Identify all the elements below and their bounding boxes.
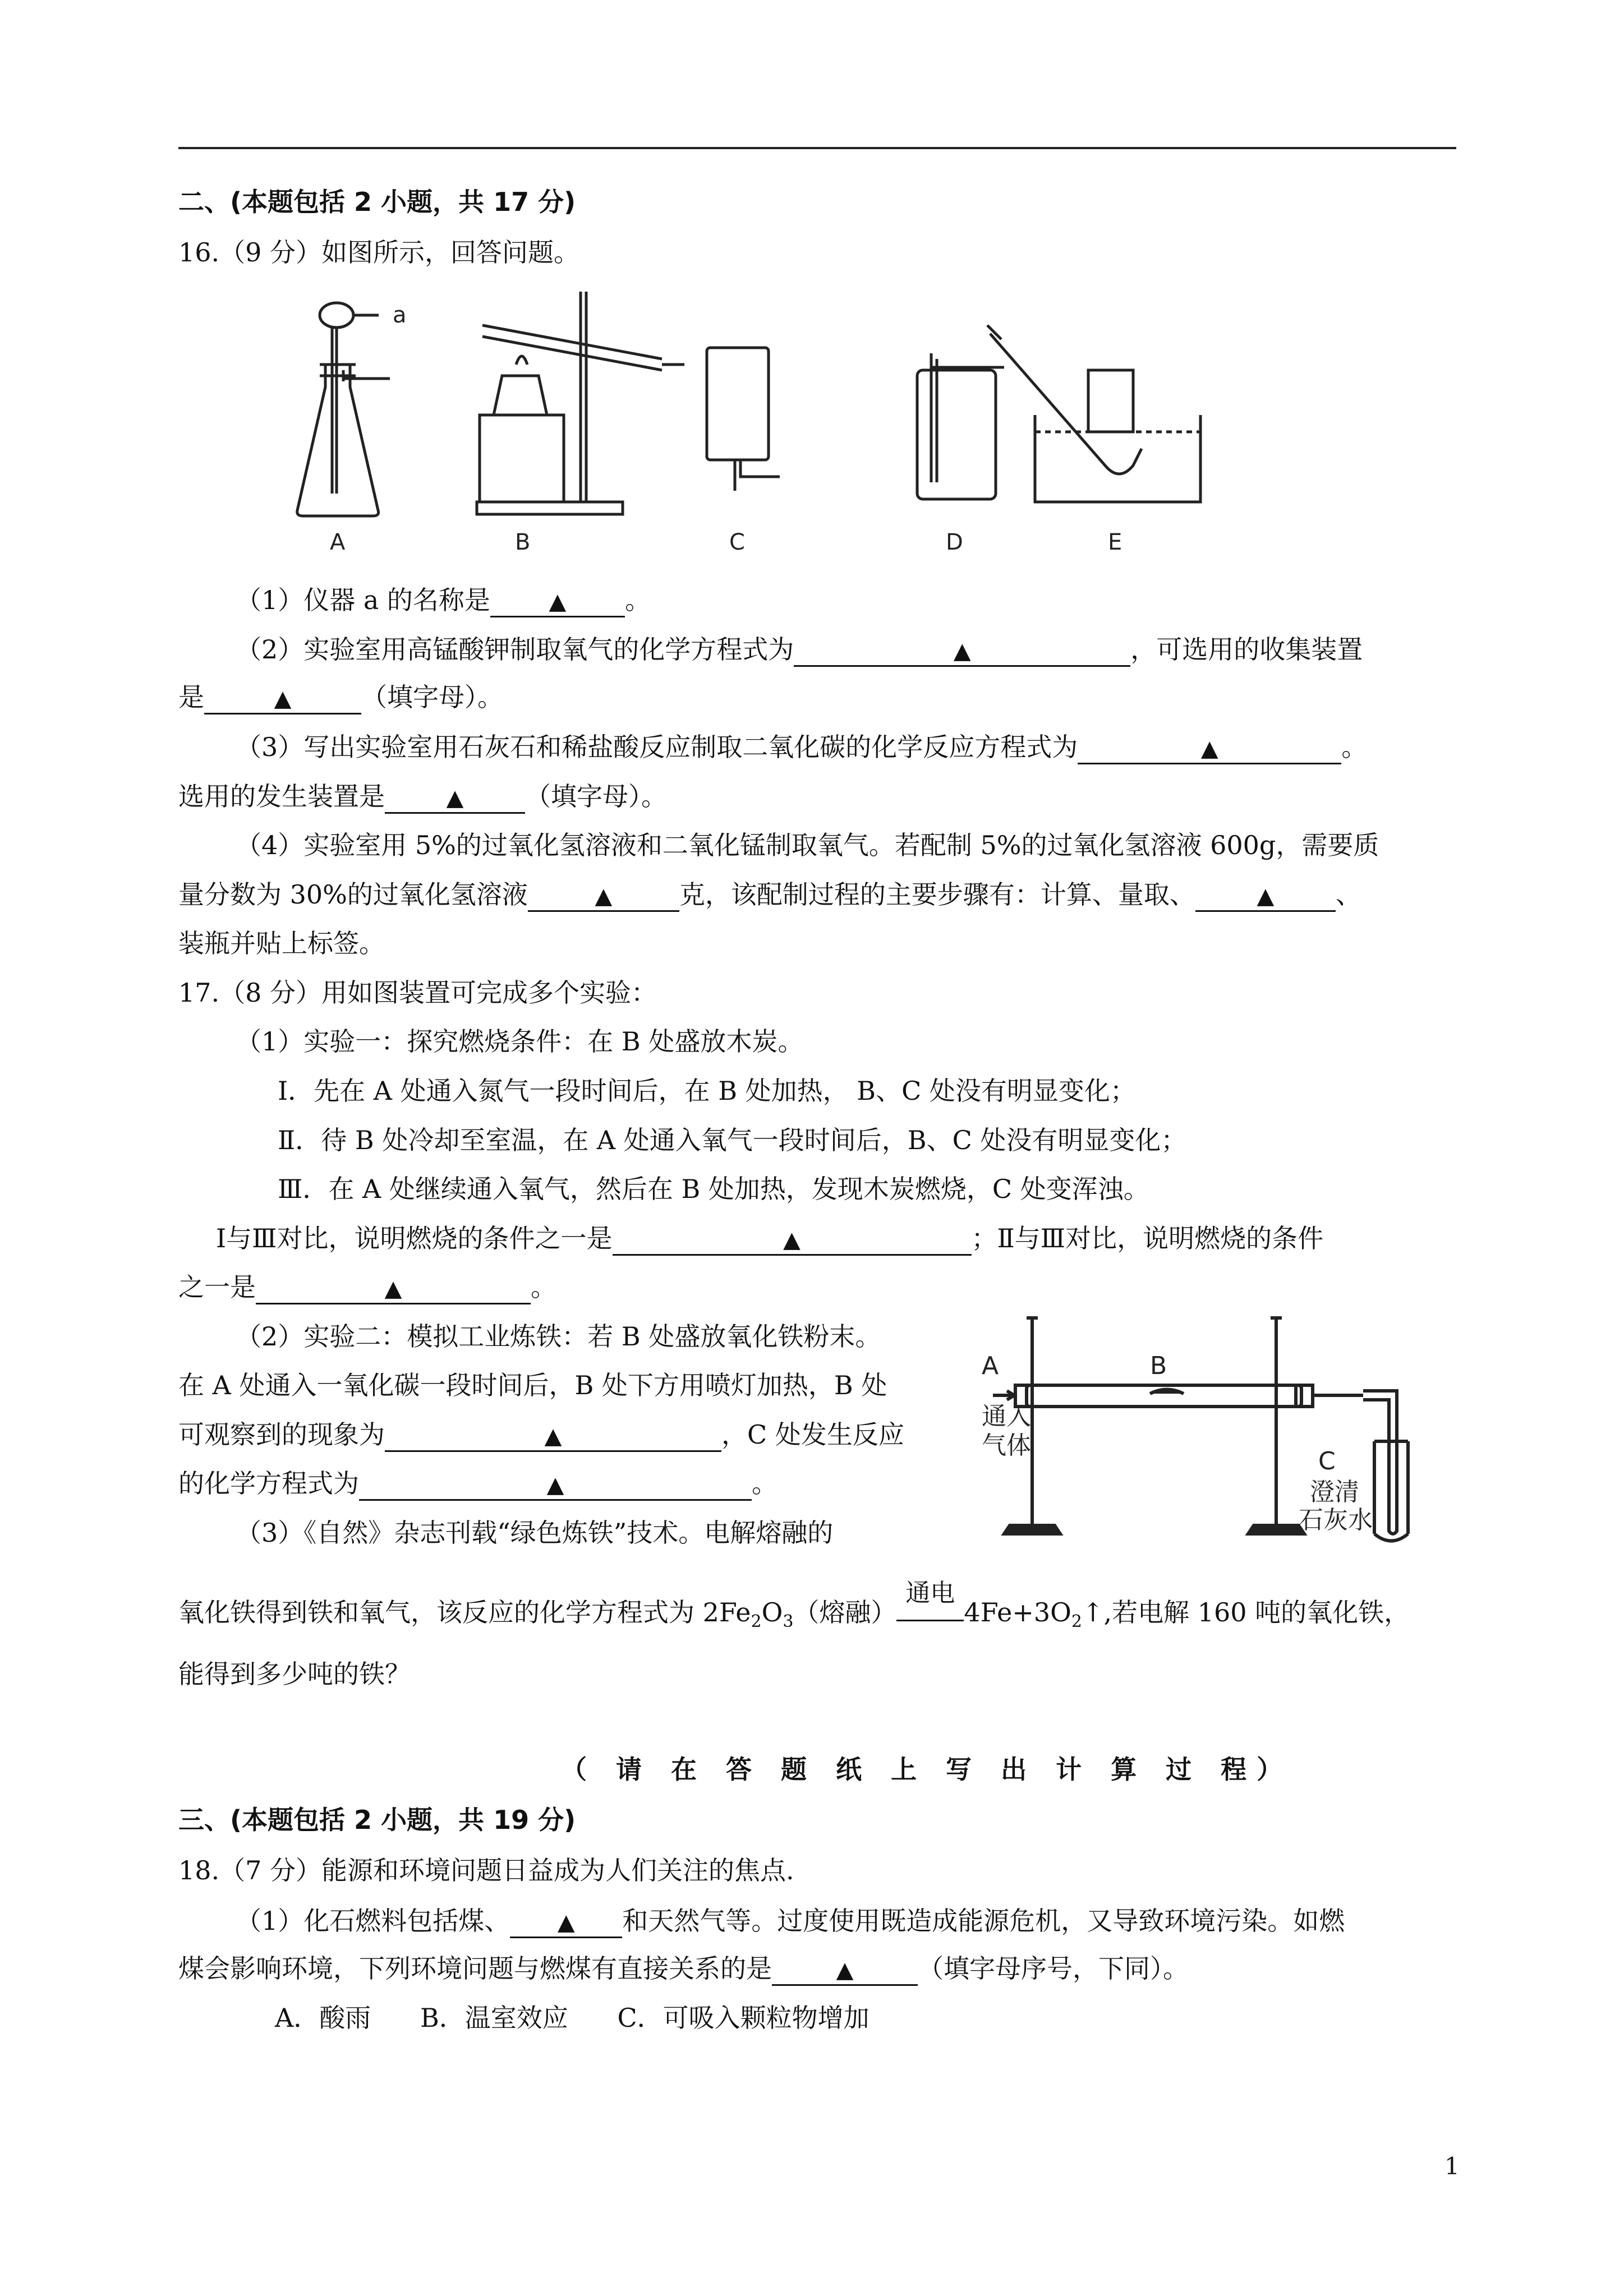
calculation-note: （ 请 在 答 题 纸 上 写 出 计 算 过 程） <box>561 1754 1293 1785</box>
q16-part3: （3）写出实验室用石灰石和稀盐酸反应制取二氧化碳的化学反应方程式为 ▲ 。 <box>236 730 1367 764</box>
q17-step3: Ⅲ．在 A 处继续通入氧气，然后在 B 处加热，发现木炭燃烧，C 处变浑浊。 <box>278 1174 1149 1204</box>
reaction-condition: 通电 <box>896 1596 964 1629</box>
q18-options: A．酸雨 B．温室效应 C．可吸入颗粒物增加 <box>275 2003 869 2033</box>
section-heading: 三、(本题包括 2 小题，共 19 分) <box>178 1805 576 1835</box>
q16-part2: （2）实验室用高锰酸钾制取氧气的化学方程式为 ▲ ，可选用的收集装置 <box>236 633 1363 666</box>
q18-part1-cont: 煤会影响环境，下列环境问题与燃煤有直接关系的是 ▲ （填字母序号，下同）。 <box>178 1952 1189 1985</box>
q17-comparison: Ⅰ与Ⅲ对比，说明燃烧的条件之一是 ▲ ；Ⅱ与Ⅲ对比，说明燃烧的条件 <box>216 1221 1323 1255</box>
label-limewater-1: 澄清 <box>1310 1478 1359 1506</box>
section-heading: 二、(本题包括 2 小题，共 17 分) <box>178 187 576 217</box>
question-stem: 18.（7 分）能源和环境问题日益成为人们关注的焦点. <box>178 1855 794 1885</box>
q17-experiment2-line4: 的化学方程式为 ▲ 。 <box>178 1467 778 1500</box>
page-number: 1 <box>1444 2152 1460 2180</box>
label-C: C <box>729 529 745 555</box>
q17-equation-line: 氧化铁得到铁和氧气，该反应的化学方程式为 $2Fe_2O_3$（熔融） 通电 $4Fe+3O_2↑$,若电解 160 吨的氧化铁， <box>178 1579 1410 1632</box>
header-rule <box>178 147 1456 149</box>
label-D: D <box>946 529 963 555</box>
q16-part4-cont: 量分数为 30%的过氧化氢溶液 ▲ 克，该配制过程的主要步骤有：计算、量取、 ▲ 、 <box>178 878 1361 911</box>
q16-part1: （1）仪器 a 的名称是 ▲ 。 <box>236 583 651 617</box>
label-A: A <box>330 529 346 555</box>
answer-blank[interactable]: ▲ <box>1195 881 1336 912</box>
answer-blank[interactable]: ▲ <box>528 881 679 912</box>
q18-part1: （1）化石燃料包括煤、 ▲ 和天然气等。过度使用既造成能源危机，又导致环境污染。如燃 <box>236 1904 1345 1938</box>
answer-blank[interactable]: ▲ <box>772 1955 918 1986</box>
stand-base <box>477 502 623 514</box>
q17-experiment3: （3）《自然》杂志刊载“绿色炼铁”技术。电解熔融的 <box>236 1518 834 1548</box>
question-stem: 16.（9 分）如图所示，回答问题。 <box>178 237 580 268</box>
q17-comparison-cont: 之一是 ▲ 。 <box>178 1270 556 1304</box>
q17-question: 能得到多少吨的铁？ <box>178 1659 411 1689</box>
answer-blank[interactable]: ▲ <box>359 1470 752 1501</box>
q16-part4: （4）实验室用 5%的过氧化氢溶液和二氧化锰制取氧气。若配制 5%的过氧化氢溶液 600g，需要质 <box>236 830 1379 860</box>
answer-blank[interactable]: ▲ <box>794 636 1130 667</box>
label-E: E <box>1108 529 1122 555</box>
q16-part2-cont: 是 ▲ （填字母）。 <box>178 680 503 714</box>
answer-blank[interactable]: ▲ <box>1078 734 1341 764</box>
label-gas-in-1: 通入 <box>982 1402 1031 1431</box>
q17-step1: Ⅰ．先在 A 处通入氮气一段时间后，在 B 处加热， B、C 处没有明显变化； <box>278 1076 1136 1106</box>
label-C-limewater: C <box>1318 1447 1336 1476</box>
q17-experiment2: （2）实验二：模拟工业炼铁：若 B 处盛放氧化铁粉末。 <box>236 1321 881 1352</box>
answer-blank[interactable]: ▲ <box>385 783 525 814</box>
question-stem: 17.（8 分）用如图装置可完成多个实验： <box>178 978 657 1008</box>
answer-blank[interactable]: ▲ <box>510 1907 622 1938</box>
q17-experiment2-line2: 在 A 处通入一氧化碳一段时间后，B 处下方用喷灯加热，B 处 <box>178 1370 887 1400</box>
answer-blank[interactable]: ▲ <box>204 684 361 714</box>
label-A-gas: A <box>982 1352 999 1380</box>
q17-experiment2-line3: 可观察到的现象为 ▲ ，C 处发生反应 <box>178 1418 904 1451</box>
label-B: B <box>515 529 531 555</box>
answer-blank[interactable]: ▲ <box>613 1225 972 1256</box>
apparatus-figure-q17 <box>982 1307 1442 1548</box>
answer-blank[interactable]: ▲ <box>385 1421 721 1452</box>
apparatus-figure-q16 <box>280 280 1290 561</box>
answer-blank[interactable]: ▲ <box>256 1274 531 1304</box>
wood-block <box>480 415 564 502</box>
q17-step2: Ⅱ．待 B 处冷却至室温，在 A 处通入氧气一段时间后，B、C 处没有明显变化； <box>278 1125 1187 1155</box>
q16-part3-cont: 选用的发生装置是 ▲ （填字母）。 <box>178 780 667 813</box>
label-a: a <box>393 302 407 328</box>
label-limewater-2: 石灰水 <box>1299 1506 1373 1534</box>
funnel-bulb <box>320 303 353 328</box>
label-gas-in-2: 气体 <box>982 1431 1031 1460</box>
q16-part4-end: 装瓶并贴上标签。 <box>178 928 385 958</box>
answer-blank[interactable]: ▲ <box>490 587 625 617</box>
label-B-tube: B <box>1150 1352 1167 1380</box>
q17-experiment1: （1）实验一：探究燃烧条件：在 B 处盛放木炭。 <box>236 1026 804 1057</box>
